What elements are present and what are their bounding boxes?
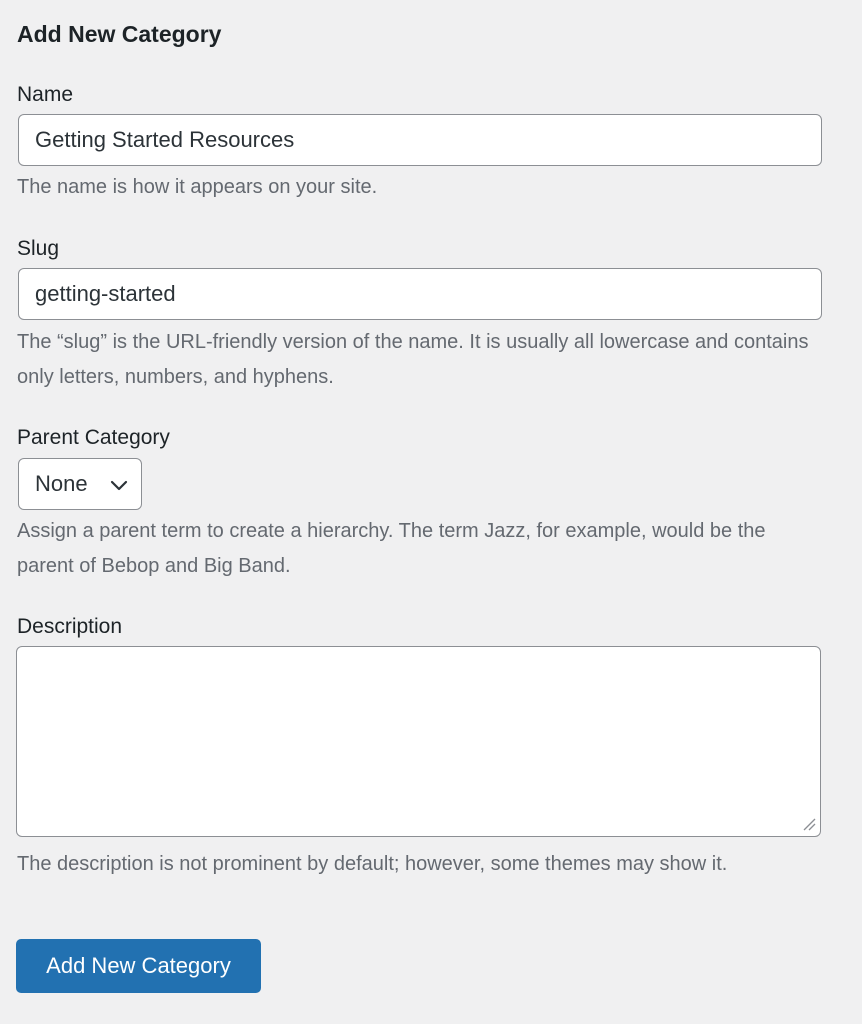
- parent-category-select[interactable]: [18, 458, 142, 510]
- parent-category-selected-value: None: [35, 471, 88, 496]
- slug-help-text: The “slug” is the URL-friendly version of the name. It is usually all lowercase and contains only letters, numbers, and hyphens.: [17, 331, 809, 388]
- form-title: Add New Category: [17, 21, 222, 47]
- name-input[interactable]: [18, 114, 822, 166]
- resize-grip-icon[interactable]: [802, 817, 816, 831]
- parent-category-help-text: Assign a parent term to create a hierarchy. The term Jazz, for example, would be the parent of Bebop and Big Band.: [17, 520, 766, 577]
- description-help-text: The description is not prominent by default; however, some themes may show it.: [17, 853, 728, 875]
- add-new-category-button[interactable]: Add New Category: [16, 939, 261, 993]
- name-label: Name: [17, 83, 74, 106]
- parent-category-label: Parent Category: [17, 426, 170, 449]
- chevron-down-icon: [109, 475, 129, 495]
- slug-label: Slug: [17, 237, 60, 260]
- name-help-text: The name is how it appears on your site.: [17, 176, 378, 198]
- slug-input[interactable]: [18, 268, 822, 320]
- description-textarea[interactable]: [16, 646, 821, 837]
- description-label: Description: [17, 615, 123, 638]
